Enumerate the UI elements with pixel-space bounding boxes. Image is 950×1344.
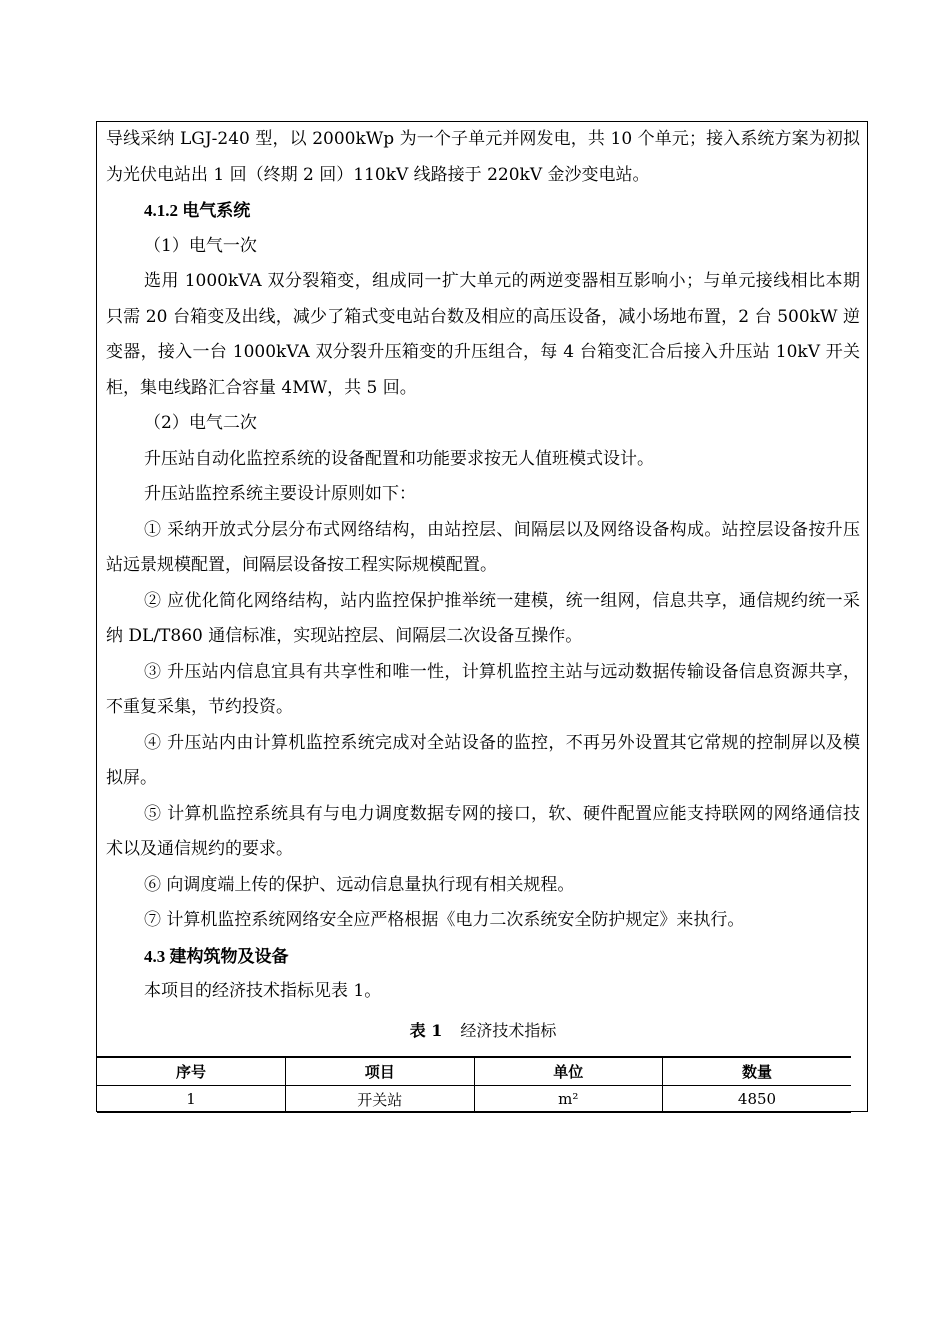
table-header-row: [97, 1057, 851, 1086]
cell-serial: 1: [97, 1086, 286, 1113]
principle-item-4: ④ 升压站内由计算机监控系统完成对全站设备的监控，不再另外设置其它常规的控制屏以及模拟屏。: [106, 732, 860, 788]
subheading-electrical-secondary: （2）电气二次: [144, 413, 257, 433]
column-header-unit: 单位: [474, 1057, 663, 1086]
principle-item-5: ⑤ 计算机监控系统具有与电力调度数据专网的接口，软、硬件配置应能支持联网的网络通信技术以及通信规约的要求。: [106, 803, 860, 859]
paragraph-design-principles: 升压站监控系统主要设计原则如下：: [144, 484, 416, 504]
cell-unit: m²: [474, 1086, 663, 1113]
column-header-item: 项目: [286, 1057, 475, 1086]
heading-4-1-2: 4.1.2 电气系统: [144, 201, 251, 220]
economic-indicators-table: [97, 1056, 851, 1113]
principle-item-3: ③ 升压站内信息宜具有共享性和唯一性，计算机监控主站与远动数据传输设备信息资源共享，不重复采集，节约投资。: [106, 661, 860, 717]
table-caption: [106, 1016, 860, 1046]
paragraph-table-reference: 本项目的经济技术指标见表 1。: [144, 981, 382, 1001]
table-row: [97, 1086, 851, 1113]
principle-item-6: ⑥ 向调度端上传的保护、远动信息量执行现有相关规程。: [144, 874, 575, 895]
heading-4-3: 4.3 建构筑物及设备: [144, 946, 289, 966]
paragraph-box-transformer: 选用 1000kVA 双分裂箱变，组成同一扩大单元的两逆变器相互影响小；与单元接线相比本期只需 20 台箱变及出线，减少了箱式变电站台数及相应的高压设备，减小场地布置，2 台 500kW 逆变器，接入一台 1000kVA 双分裂升压箱变的升压组合，每 4 台箱变汇合后接入升压站 10kV 开关柜，集电线路汇合容量 4MW，共 5 回。: [106, 271, 860, 398]
column-header-serial: 序号: [97, 1057, 286, 1086]
cell-item: 开关站: [286, 1086, 475, 1113]
paragraph-transmission-line: 导线采纳 LGJ-240 型，以 2000kWp 为一个子单元并网发电，共 10 个单元；接入系统方案为初拟为光伏电站出 1 回（终期 2 回）110kV 线路接于 220kV 金沙变电站。: [106, 129, 860, 185]
document-body: [106, 122, 860, 1046]
table-caption-title: 经济技术指标: [460, 1020, 557, 1040]
column-header-quantity: 数量: [663, 1057, 852, 1086]
table-caption-number: 表 1: [409, 1020, 443, 1040]
principle-item-1: ① 采纳开放式分层分布式网络结构，由站控层、间隔层以及网络设备构成。站控层设备按升压站远景规模配置，间隔层设备按工程实际规模配置。: [106, 519, 860, 575]
subheading-electrical-primary: （1）电气一次: [144, 235, 257, 256]
principle-item-7: ⑦ 计算机监控系统网络安全应严格根据《电力二次系统安全防护规定》来执行。: [144, 910, 745, 930]
paragraph-automation: 升压站自动化监控系统的设备配置和功能要求按无人值班模式设计。: [144, 448, 654, 469]
principle-item-2: ② 应优化简化网络结构，站内监控保护推举统一建模，统一组网，信息共享，通信规约统一采纳 DL/T860 通信标准，实现站控层、间隔层二次设备互操作。: [106, 590, 860, 646]
cell-quantity: 4850: [663, 1086, 852, 1113]
